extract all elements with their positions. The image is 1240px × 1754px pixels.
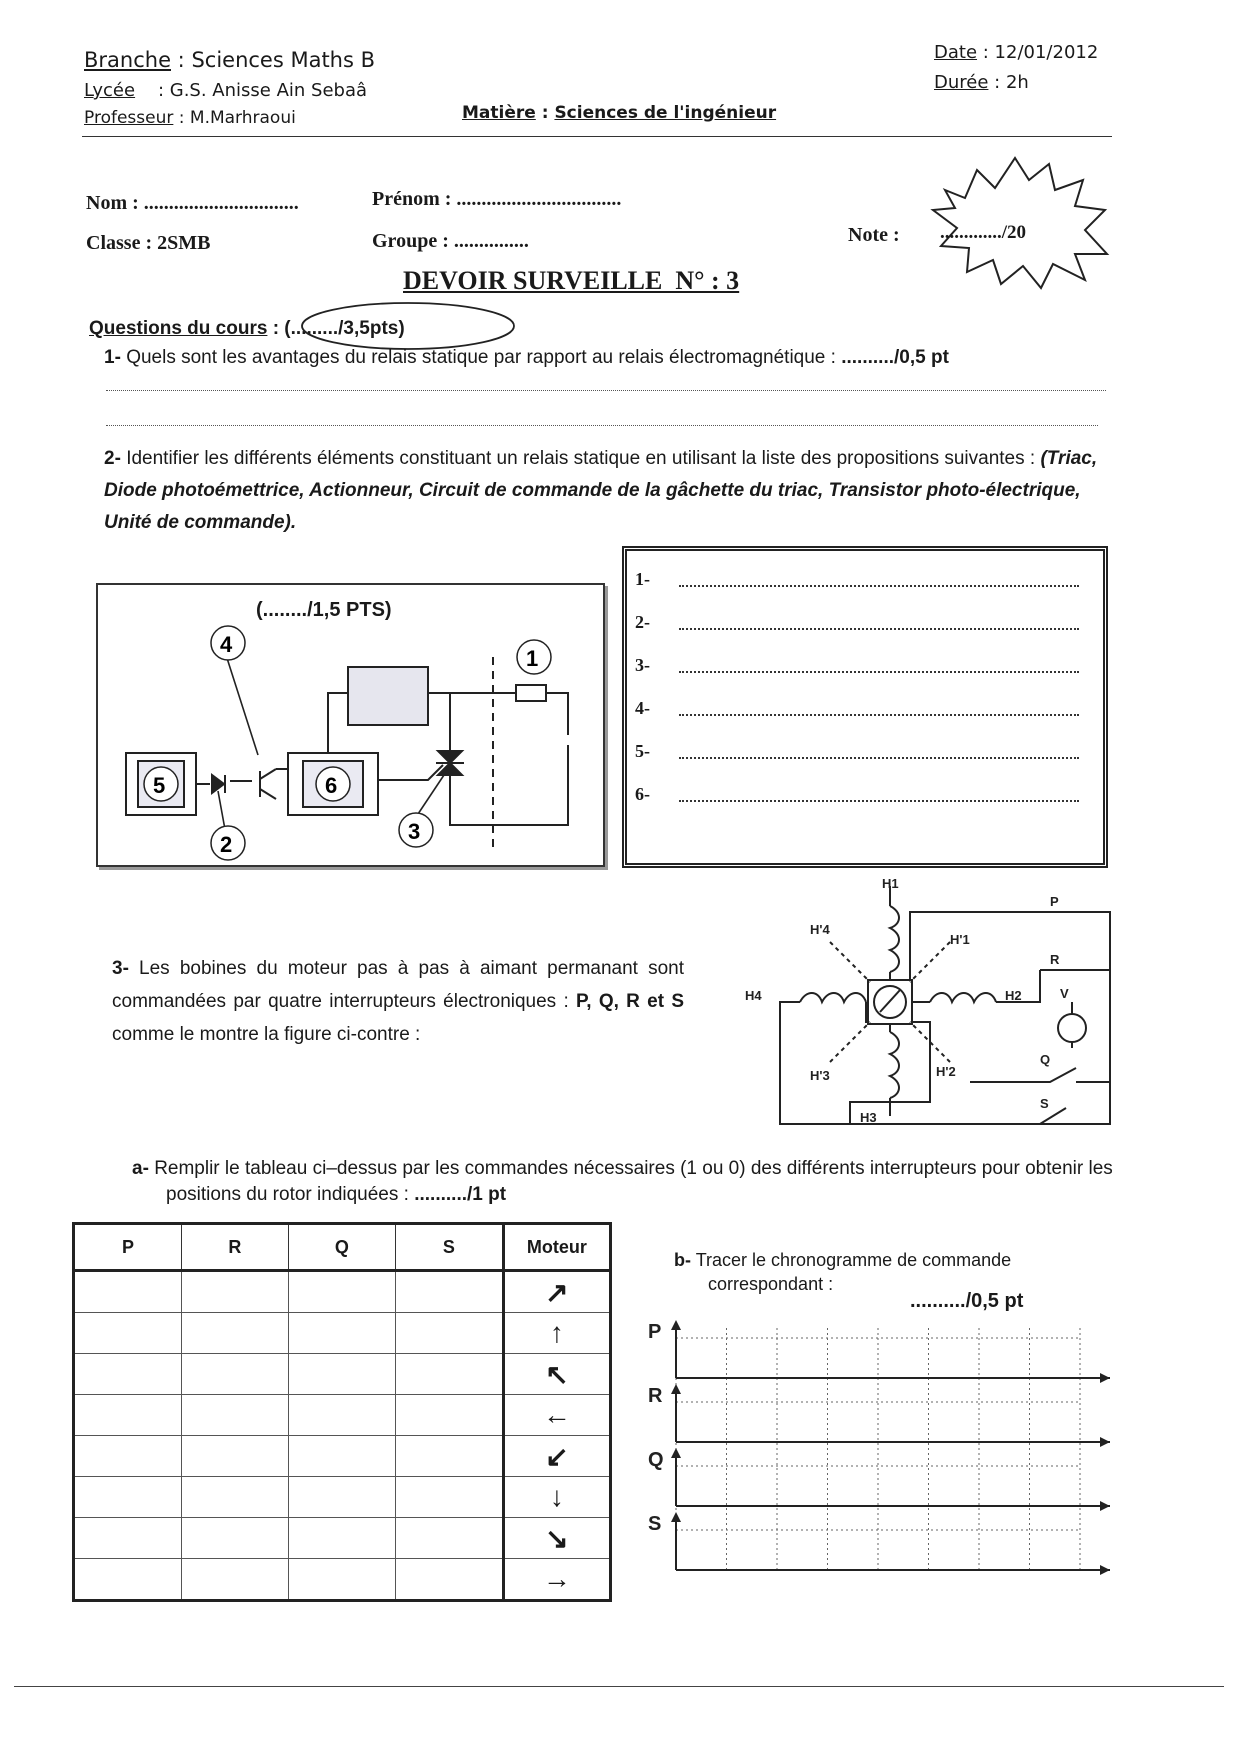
table-cell-s[interactable] <box>395 1518 503 1559</box>
rotor-position-arrow: ↗ <box>503 1271 610 1313</box>
chrono-label-p: P <box>648 1321 662 1343</box>
table-cell-q[interactable] <box>288 1559 395 1601</box>
nom-field[interactable]: Nom : ............................... <box>86 192 299 214</box>
table-cell-s[interactable] <box>395 1477 503 1518</box>
branche-line: Branche : Sciences Maths B <box>84 48 376 72</box>
groupe-field[interactable]: Groupe : ............... <box>372 230 529 252</box>
prof-label: Professeur <box>84 108 174 128</box>
table-header-r: R <box>181 1224 288 1271</box>
table-body <box>74 1271 611 1601</box>
table-cell-q[interactable] <box>288 1354 395 1395</box>
branche-value: Sciences Maths B <box>191 48 376 72</box>
diagram-points: (......../1,5 PTS) <box>256 599 392 621</box>
classe-label: Classe : 2SMB <box>86 232 211 254</box>
answer-number: 6- <box>635 784 650 804</box>
table-header-moteur: Moteur <box>503 1224 610 1271</box>
table-row <box>74 1354 611 1395</box>
question-3b <box>674 1248 1128 1296</box>
switch-label-s: S <box>1040 1096 1049 1111</box>
answer-line-2[interactable] <box>635 612 1085 638</box>
table-header-p: P <box>74 1224 182 1271</box>
motor-label-h1: H1 <box>882 876 899 891</box>
q1-number: 1- <box>104 347 121 368</box>
q3b-text: Tracer le chronogramme de commande correspondant : <box>695 1250 1012 1294</box>
section-points: : (........./3,5pts) <box>272 318 405 339</box>
table-row <box>74 1518 611 1559</box>
table-cell-p[interactable] <box>74 1395 182 1436</box>
table-row <box>74 1313 611 1354</box>
lycee-line <box>84 80 367 101</box>
relay-diagram <box>98 585 603 865</box>
points-circle-mark <box>298 300 518 352</box>
relay-diagram-box <box>96 583 605 867</box>
table-cell-p[interactable] <box>74 1271 182 1313</box>
prof-value: : M.Marhraoui <box>178 108 296 128</box>
answer-line-6[interactable] <box>635 784 1085 810</box>
rotor-position-arrow: ↖ <box>503 1354 610 1395</box>
duree-label: Durée <box>934 72 989 93</box>
answer-line-5[interactable] <box>635 741 1085 767</box>
q3a-number: a- <box>132 1158 149 1179</box>
answer-dotted-field[interactable] <box>679 671 1079 673</box>
page-title: DEVOIR SURVEILLE N° : 3 <box>403 266 740 295</box>
switch-label-p: P <box>1050 894 1059 909</box>
table-cell-r[interactable] <box>181 1395 288 1436</box>
q1-answer-line-1[interactable] <box>106 390 1106 391</box>
diagram-label-6: 6 <box>325 773 338 798</box>
axis-arrow-icon <box>671 1384 681 1394</box>
answer-number: 2- <box>635 612 650 632</box>
branche-label: Branche <box>84 48 171 72</box>
command-table <box>72 1222 612 1602</box>
date-line <box>934 42 1098 63</box>
table-cell-p[interactable] <box>74 1518 182 1559</box>
axis-arrow-icon <box>671 1512 681 1522</box>
answer-box <box>622 546 1108 868</box>
motor-label-h2: H2 <box>1005 988 1022 1003</box>
time-arrow-icon <box>1100 1565 1110 1575</box>
axis-arrow-icon <box>671 1448 681 1458</box>
switch-label-q: Q <box>1040 1052 1051 1067</box>
diagram-label-5: 5 <box>153 773 166 798</box>
table-cell-s[interactable] <box>395 1354 503 1395</box>
answer-number: 5- <box>635 741 650 761</box>
diagram-label-3: 3 <box>408 819 421 844</box>
table-cell-q[interactable] <box>288 1313 395 1354</box>
rotor-position-arrow: ↓ <box>503 1477 610 1518</box>
question-3a <box>132 1156 1156 1208</box>
chrono-label-r: R <box>648 1385 663 1407</box>
motor-label-h4p: H'4 <box>810 922 830 937</box>
q1-text: Quels sont les avantages du relais statique par rapport au relais électromagnétique : <box>126 347 836 368</box>
q3-text-end: comme le montre la figure ci-contre : <box>112 1024 421 1045</box>
table-cell-s[interactable] <box>395 1436 503 1477</box>
motor-label-h3p: H'3 <box>810 1068 830 1083</box>
answer-dotted-field[interactable] <box>679 628 1079 630</box>
table-cell-p[interactable] <box>74 1559 182 1601</box>
axis-arrow-icon <box>671 1320 681 1330</box>
matiere-value: Sciences de l'ingénieur <box>554 103 777 123</box>
answer-number: 4- <box>635 698 650 718</box>
answer-line-4[interactable] <box>635 698 1085 724</box>
answer-dotted-field[interactable] <box>679 585 1079 587</box>
table-row <box>74 1271 611 1313</box>
q3b-number: b- <box>674 1250 691 1270</box>
chronogram-grid[interactable] <box>640 1320 1120 1590</box>
q2-text: Identifier les différents éléments constituant un relais statique en utilisant la liste des propositions suivantes : <box>126 448 1036 469</box>
q3a-points: ........../1 pt <box>414 1184 507 1205</box>
note-star-burst <box>925 150 1115 290</box>
matiere-label: Matière <box>462 103 536 123</box>
table-cell-p[interactable] <box>74 1313 182 1354</box>
table-cell-r[interactable] <box>181 1477 288 1518</box>
question-3 <box>112 952 684 1051</box>
motor-label-h3: H3 <box>860 1110 877 1125</box>
answer-dotted-field[interactable] <box>679 757 1079 759</box>
time-arrow-icon <box>1100 1501 1110 1511</box>
prenom-field[interactable]: Prénom : ................................. <box>372 188 622 210</box>
table-cell-q[interactable] <box>288 1518 395 1559</box>
table-cell-p[interactable] <box>74 1436 182 1477</box>
table-row <box>74 1477 611 1518</box>
section-heading-text: Questions du cours <box>89 318 268 339</box>
table-row <box>74 1559 611 1601</box>
prof-line <box>84 108 296 128</box>
question-2 <box>104 443 1114 539</box>
chrono-label-q: Q <box>648 1449 664 1471</box>
table-cell-q[interactable] <box>288 1436 395 1477</box>
stepper-motor-diagram <box>740 872 1120 1132</box>
q3a-text: Remplir le tableau ci–dessus par les commandes nécessaires (1 ou 0) des différents interrupteurs pour obtenir les positions du rotor indiquées : <box>154 1158 1113 1205</box>
diagram-label-4: 4 <box>220 632 233 657</box>
switch-label-r: R <box>1050 952 1060 967</box>
table-cell-q[interactable] <box>288 1395 395 1436</box>
footer-divider <box>14 1686 1224 1687</box>
q3-switches: P, Q, R et S <box>576 991 684 1012</box>
table-cell-p[interactable] <box>74 1477 182 1518</box>
diagram-label-2: 2 <box>220 832 233 857</box>
lycee-label: Lycée <box>84 80 136 101</box>
duree-value: : 2h <box>994 72 1029 93</box>
date-label: Date <box>934 42 978 63</box>
table-header-row <box>74 1224 611 1271</box>
answer-line-1[interactable] <box>635 569 1085 595</box>
rotor-position-arrow: ← <box>503 1395 610 1436</box>
answer-line-3[interactable] <box>635 655 1085 681</box>
note-value[interactable]: ............./20 <box>940 222 1027 243</box>
table-row <box>74 1436 611 1477</box>
answer-dotted-field[interactable] <box>679 714 1079 716</box>
table-cell-r[interactable] <box>181 1271 288 1313</box>
motor-label-h4: H4 <box>745 988 762 1003</box>
duree-line <box>934 72 1029 93</box>
table-cell-p[interactable] <box>74 1354 182 1395</box>
table-cell-q[interactable] <box>288 1477 395 1518</box>
time-arrow-icon <box>1100 1437 1110 1447</box>
table-cell-s[interactable] <box>395 1313 503 1354</box>
table-cell-r[interactable] <box>181 1436 288 1477</box>
answer-number: 3- <box>635 655 650 675</box>
q3b-points: ........../0,5 pt <box>910 1290 1024 1312</box>
source-label-v: V <box>1060 986 1069 1001</box>
rotor-position-arrow: ↑ <box>503 1313 610 1354</box>
time-arrow-icon <box>1100 1373 1110 1383</box>
q3-number: 3- <box>112 958 129 979</box>
q2-number: 2- <box>104 448 121 469</box>
rotor-position-arrow: ↘ <box>503 1518 610 1559</box>
chrono-label-s: S <box>648 1513 662 1535</box>
table-cell-r[interactable] <box>181 1518 288 1559</box>
note-label: Note : <box>848 224 900 246</box>
answer-number: 1- <box>635 569 650 589</box>
table-header-s: S <box>395 1224 503 1271</box>
q3-text: Les bobines du moteur pas à pas à aimant permanant sont commandées par quatre interrupteurs électroniques : <box>112 958 685 1012</box>
matiere-line: Matière : Sciences de l'ingénieur <box>462 103 777 123</box>
table-cell-s[interactable] <box>395 1559 503 1601</box>
header-divider <box>82 136 1112 137</box>
motor-label-h1p: H'1 <box>950 932 970 947</box>
lycee-value: : G.S. Anisse Ain Sebaâ <box>157 80 367 101</box>
answer-dotted-field[interactable] <box>679 800 1079 802</box>
table-cell-r[interactable] <box>181 1559 288 1601</box>
table-cell-r[interactable] <box>181 1354 288 1395</box>
q1-points: ........../0,5 pt <box>841 347 949 368</box>
question-1 <box>104 347 1124 369</box>
table-header-q: Q <box>288 1224 395 1271</box>
table-cell-q[interactable] <box>288 1271 395 1313</box>
date-value: : 12/01/2012 <box>982 42 1099 63</box>
table-cell-s[interactable] <box>395 1271 503 1313</box>
q2-list: (Triac, Diode photoémettrice, Actionneur, Circuit de commande de la gâchette du triac, Transistor photo-électrique, Unité de commande). <box>104 448 1098 533</box>
rotor-position-arrow: ↙ <box>503 1436 610 1477</box>
diagram-label-1: 1 <box>526 646 539 671</box>
table-cell-r[interactable] <box>181 1313 288 1354</box>
rotor-position-arrow: → <box>503 1559 610 1601</box>
table-row <box>74 1395 611 1436</box>
q1-answer-line-2[interactable] <box>106 425 1098 426</box>
motor-label-h2p: H'2 <box>936 1064 956 1079</box>
table-cell-s[interactable] <box>395 1395 503 1436</box>
